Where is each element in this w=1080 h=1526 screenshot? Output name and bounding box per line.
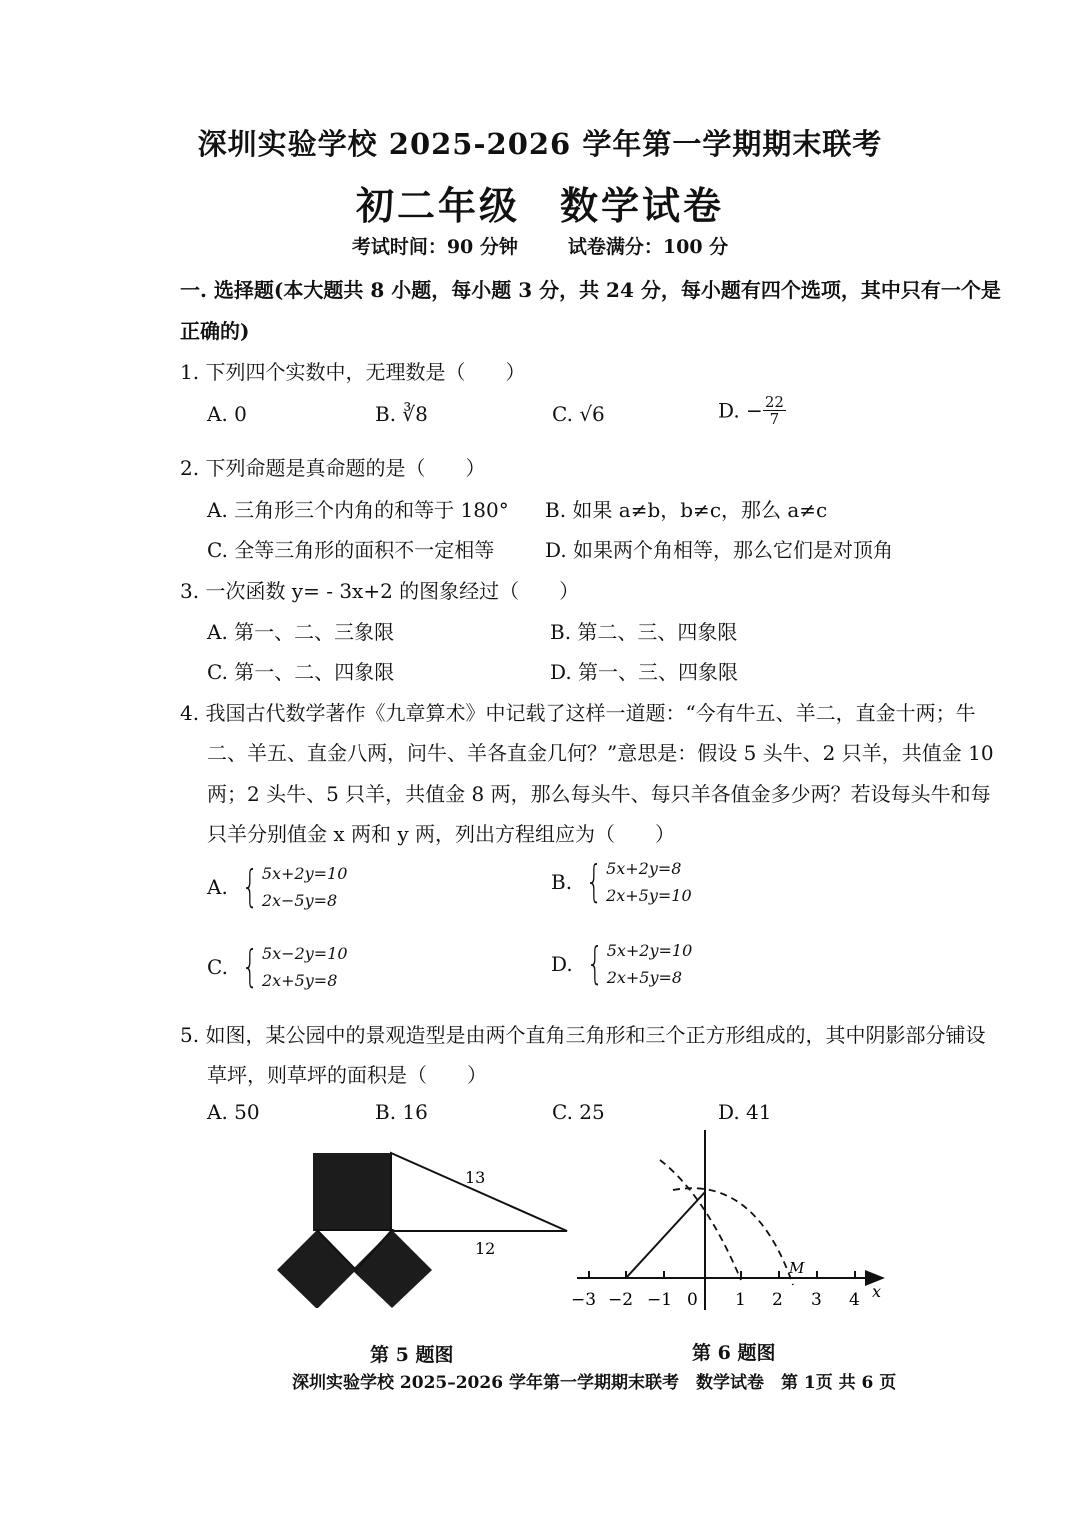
grade-label: 初二年级 xyxy=(355,183,520,228)
q1-option-b: B. ∛8 xyxy=(375,402,428,426)
exam-meta xyxy=(0,232,1080,259)
q4-line-2: 二、羊五、直金八两，问牛、羊各直金几何？”意思是：假设 5 头牛、2 只羊，共值金 10 xyxy=(207,741,994,765)
fig5-triangle xyxy=(391,1153,567,1231)
figure-6 xyxy=(565,1125,895,1315)
q3-option-d: D. 第一、三、四象限 xyxy=(550,660,739,684)
page-footer: 深圳实验学校 2025–2026 学年第一学期期末联考 数学试卷 第 1页 共 6 页 xyxy=(292,1373,897,1393)
q3-option-c: C. 第一、二、四象限 xyxy=(207,660,395,684)
fig6-tick-label: 2 xyxy=(772,1290,783,1310)
fig6-tick-label: −1 xyxy=(647,1290,673,1310)
q5-option-c: C. 25 xyxy=(552,1100,605,1124)
fig5-hyp-label: 13 xyxy=(465,1168,486,1187)
fig6-tick-label: −3 xyxy=(571,1290,597,1310)
time-label: 考试时间：90 分钟 xyxy=(351,236,518,258)
fig6-tick-label: 1 xyxy=(735,1290,746,1310)
q5-option-b: B. 16 xyxy=(375,1100,428,1124)
fig5-leg-label: 12 xyxy=(475,1239,496,1258)
q2-option-b: B. 如果 a≠b，b≠c，那么 a≠c xyxy=(545,498,828,522)
q1-option-d: D. − $\frac{22}{7}$ xyxy=(718,393,784,428)
fig6-tick-label: −2 xyxy=(608,1290,634,1310)
fig6-arc-1 xyxy=(660,1160,741,1280)
brace-icon: { xyxy=(585,856,603,907)
brace-icon: { xyxy=(241,861,259,912)
q3-option-a: A. 第一、二、三象限 xyxy=(207,620,395,644)
q4-option-c: C. { 5x−2y=10 2x+5y=8 xyxy=(207,941,348,992)
figure-5 xyxy=(270,1148,580,1308)
q1-option-c: C. √6 xyxy=(552,402,605,426)
q4-option-d: D. { 5x+2y=10 2x+5y=8 xyxy=(551,938,693,989)
q5-option-a: A. 50 xyxy=(207,1100,260,1124)
q4-line-1: 4. 我国古代数学著作《九章算术》中记载了这样一道题：“今有牛五、羊二，直金十两；牛 xyxy=(180,701,976,725)
fig6-tick-label: 0 xyxy=(687,1290,698,1310)
fig5-top-square xyxy=(313,1153,391,1231)
q5-line-2: 草坪，则草坪的面积是（ ） xyxy=(207,1063,487,1087)
q5-line-1: 5. 如图，某公园中的景观造型是由两个直角三角形和三个正方形组成的，其中阴影部分铺设 xyxy=(180,1023,986,1047)
fig5-right-square xyxy=(352,1230,432,1308)
q4-line-4: 只羊分别值金 x 两和 y 两，列出方程组应为（ ） xyxy=(207,822,676,846)
fig5-left-square xyxy=(277,1230,356,1308)
brace-icon: { xyxy=(586,938,604,989)
exam-subtitle xyxy=(0,175,1080,230)
fig5-caption: 第 5 题图 xyxy=(370,1344,454,1366)
q4-line-3: 两；2 头牛、5 只羊，共值金 8 两，那么每头牛、每只羊各值金多少两？若设每头牛和每 xyxy=(207,782,991,806)
subject-label: 数学试卷 xyxy=(560,183,725,228)
fig6-segment xyxy=(626,1192,705,1278)
fig6-caption: 第 6 题图 xyxy=(692,1342,776,1364)
q1-option-a: A. 0 xyxy=(207,402,247,426)
fig6-tick-label: 3 xyxy=(811,1290,822,1310)
fig6-arc-2 xyxy=(673,1188,793,1285)
fig6-point-label: M xyxy=(789,1259,805,1277)
q2-option-a: A. 三角形三个内角的和等于 180° xyxy=(207,498,509,522)
fig6-tick-label: 4 xyxy=(849,1290,860,1310)
q3-stem: 3. 一次函数 y= - 3x+2 的图象经过（ ） xyxy=(180,579,580,603)
q2-stem: 2. 下列命题是真命题的是（ ） xyxy=(180,456,486,480)
section-heading: 一. 选择题(本大题共 8 小题，每小题 3 分，共 24 分，每小题有四个选项，其中只有一个是正确的) xyxy=(180,278,1001,343)
q4-option-b: B. { 5x+2y=8 2x+5y=10 xyxy=(551,856,692,907)
fig6-axis-label: x xyxy=(872,1282,882,1301)
score-label: 试卷满分：100 分 xyxy=(567,236,729,258)
brace-icon: { xyxy=(241,941,259,992)
q4-option-a: A. { 5x+2y=10 2x−5y=8 xyxy=(207,861,348,912)
q1-stem: 1. 下列四个实数中，无理数是（ ） xyxy=(180,360,526,384)
exam-title: 深圳实验学校 2025-2026 学年第一学期期末联考 xyxy=(197,127,883,161)
q2-option-d: D. 如果两个角相等，那么它们是对顶角 xyxy=(545,538,894,562)
q2-option-c: C. 全等三角形的面积不一定相等 xyxy=(207,538,495,562)
q5-option-d: D. 41 xyxy=(718,1100,772,1124)
q3-option-b: B. 第二、三、四象限 xyxy=(550,620,738,644)
fraction-22-7: $\frac{22}{7}$ xyxy=(764,393,784,428)
